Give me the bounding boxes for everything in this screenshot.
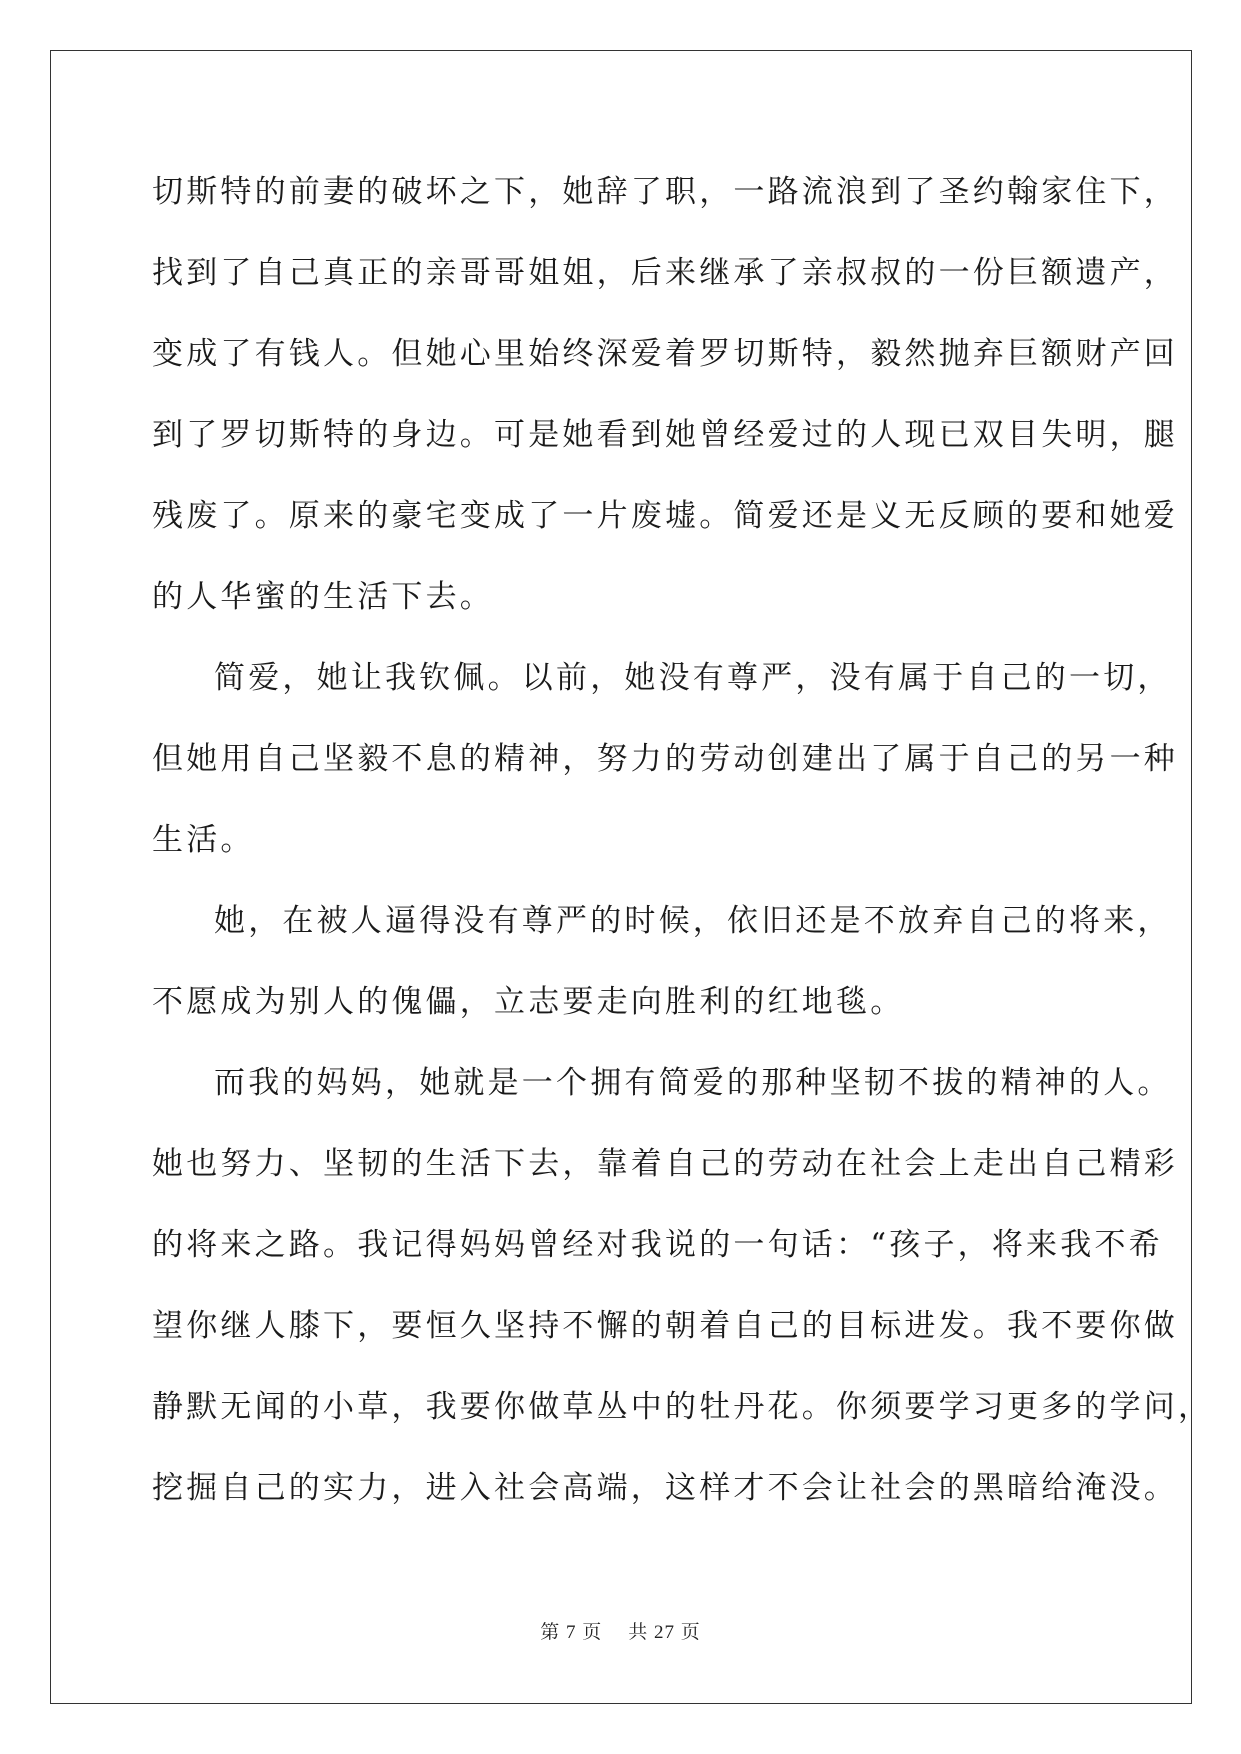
text-line: 找到了自己真正的亲哥哥姐姐，后来继承了亲叔叔的一份巨额遗产， bbox=[152, 255, 1178, 291]
text-line: 挖掘自己的实力，进入社会高端，这样才不会让社会的黑暗给淹没。 bbox=[152, 1470, 1178, 1506]
page-total: 共 27 页 bbox=[628, 1622, 701, 1643]
text-line: 不愿成为别人的傀儡，立志要走向胜利的红地毯。 bbox=[152, 984, 905, 1020]
text-line: 生活。 bbox=[152, 822, 255, 858]
text-line: 静默无闻的小草，我要你做草丛中的牡丹花。你须要学习更多的学问， bbox=[152, 1389, 1213, 1425]
page-footer bbox=[0, 1617, 1241, 1644]
text-line: 望你继人膝下，要恒久坚持不懈的朝着自己的目标进发。我不要你做 bbox=[152, 1308, 1178, 1344]
text-line: 她也努力、坚韧的生活下去，靠着自己的劳动在社会上走出自己精彩 bbox=[152, 1146, 1178, 1182]
text-line: 但她用自己坚毅不息的精神，努力的劳动创建出了属于自己的另一种 bbox=[152, 741, 1178, 777]
page-number: 第 7 页 bbox=[540, 1622, 603, 1643]
document-body bbox=[152, 162, 1213, 1539]
paragraph-first-line: 简爱，她让我钦佩。以前，她没有尊严，没有属于自己的一切， bbox=[214, 660, 1172, 696]
paragraph-first-line: 而我的妈妈，她就是一个拥有简爱的那种坚韧不拔的精神的人。 bbox=[214, 1065, 1172, 1101]
text-line: 切斯特的前妻的破坏之下，她辞了职，一路流浪到了圣约翰家住下， bbox=[152, 174, 1178, 210]
paragraph-first-line: 她，在被人逼得没有尊严的时候，依旧还是不放弃自己的将来， bbox=[214, 903, 1172, 939]
text-line: 的将来之路。我记得妈妈曾经对我说的一句话：“孩子，将来我不希 bbox=[152, 1227, 1163, 1263]
text-line: 到了罗切斯特的身边。可是她看到她曾经爱过的人现已双目失明，腿 bbox=[152, 417, 1178, 453]
text-line: 的人华蜜的生活下去。 bbox=[152, 579, 494, 615]
text-line: 变成了有钱人。但她心里始终深爱着罗切斯特，毅然抛弃巨额财产回 bbox=[152, 336, 1178, 372]
text-line: 残废了。原来的豪宅变成了一片废墟。简爱还是义无反顾的要和她爱 bbox=[152, 498, 1178, 534]
